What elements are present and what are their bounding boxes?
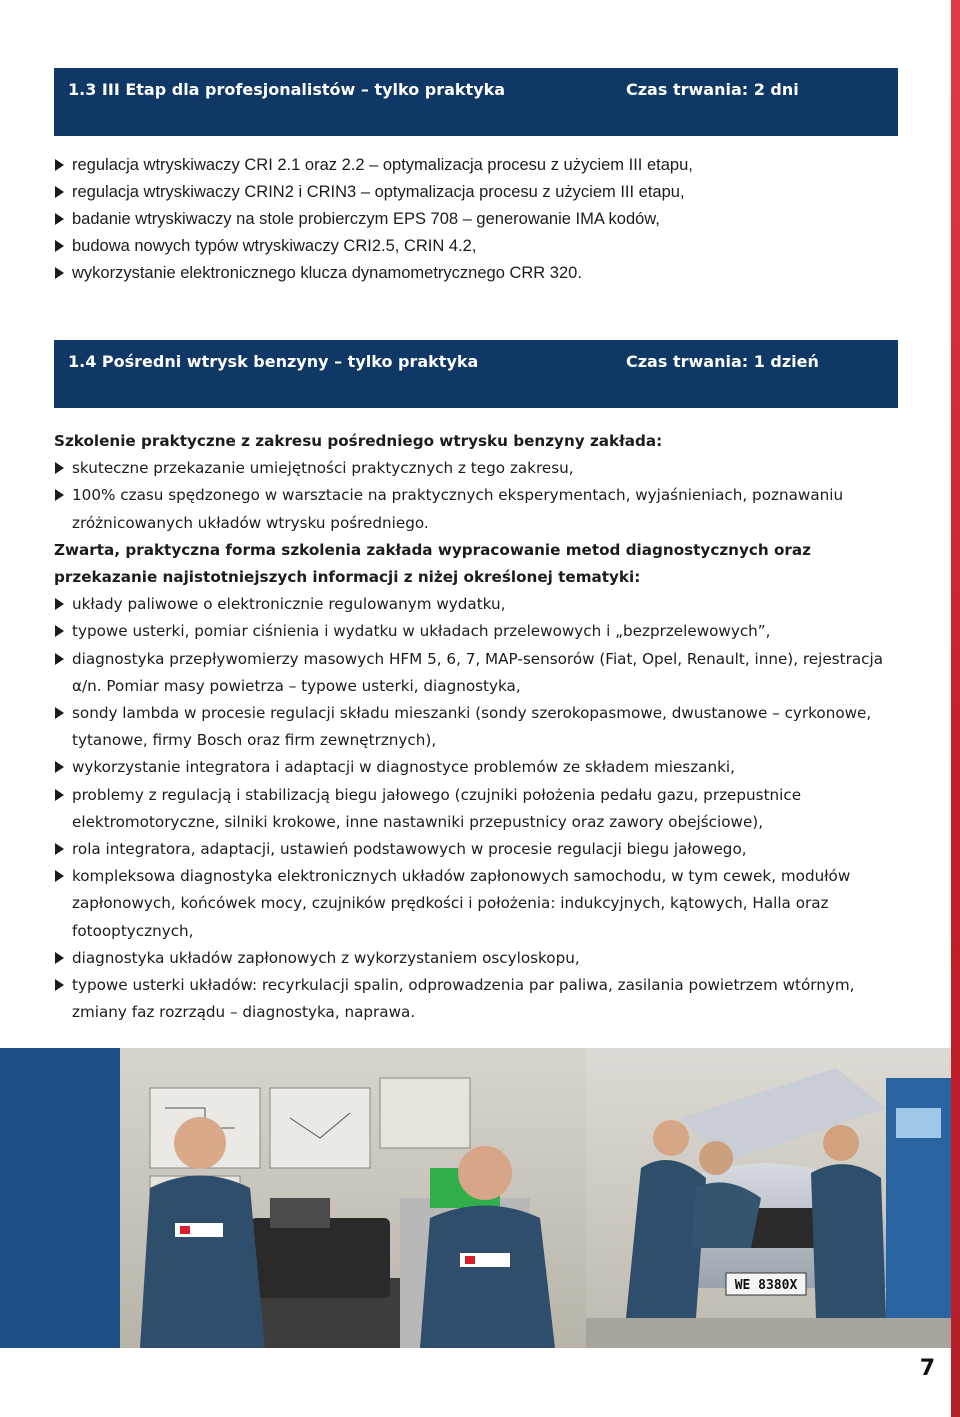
- section-title: 1.3 III Etap dla profesjonalistów – tylko praktyka: [68, 80, 506, 99]
- list-item: typowe usterki układów: recyrkulacji spalin, odprowadzenia par paliwa, zasilania powietrzem wtórnym, zmiany faz rozrządu – diagnostyka, naprawa.: [54, 972, 904, 1026]
- section-duration: Czas trwania: 1 dzień: [626, 352, 819, 371]
- list-item: sondy lambda w procesie regulacji składu mieszanki (sondy szerokopasmowe, dwustanowe – cyrkonowe, tytanowe, firmy Bosch oraz firm zewnętrznych),: [54, 700, 904, 754]
- list-item: diagnostyka przepływomierzy masowych HFM 5, 6, 7, MAP-sensorów (Fiat, Opel, Renault, inne), rejestracja α/n. Pomiar masy powietrza – typowe usterki, diagnostyka,: [54, 646, 904, 700]
- topics-list: [54, 591, 904, 1026]
- section-header-1-4: [54, 340, 898, 408]
- intro-heading: Szkolenie praktyczne z zakresu pośredniego wtrysku benzyny zakłada:: [54, 432, 663, 450]
- list-item: diagnostyka układów zapłonowych z wykorzystaniem oscyloskopu,: [54, 945, 904, 972]
- list-item: typowe usterki, pomiar ciśnienia i wydatku w układach przelewowych i „bezprzelewowych”,: [54, 618, 904, 645]
- list-item: badanie wtryskiwaczy na stole probierczym EPS 708 – generowanie IMA kodów,: [54, 206, 904, 233]
- intro-list: [54, 455, 904, 537]
- photo-strip: [0, 1048, 951, 1348]
- list-item: wykorzystanie integratora i adaptacji w diagnostyce problemów ze składem mieszanki,: [54, 754, 904, 781]
- section-title: 1.4 Pośredni wtrysk benzyny – tylko praktyka: [68, 352, 479, 371]
- topics-heading: Zwarta, praktyczna forma szkolenia zakłada wypracowanie metod diagnostycznych oraz przekazanie najistotniejszych informacji z niżej określonej tematyki:: [54, 540, 812, 587]
- section-duration: Czas trwania: 2 dni: [626, 80, 799, 99]
- list-item: regulacja wtryskiwaczy CRIN2 i CRIN3 – optymalizacja procesu z użyciem III etapu,: [54, 179, 904, 206]
- list-item: problemy z regulacją i stabilizacją biegu jałowego (czujniki położenia pedału gazu, przepustnice elektromotoryczne, silniki krokowe, inne nastawniki przepustnicy oraz zawory obejściowe),: [54, 782, 904, 836]
- page-edge-stripe: [951, 0, 960, 1417]
- list-item: regulacja wtryskiwaczy CRI 2.1 oraz 2.2 – optymalizacja procesu z użyciem III etapu,: [54, 152, 904, 179]
- car-diagnostics-illustration: [586, 1048, 951, 1348]
- list-item: 100% czasu spędzonego w warsztacie na praktycznych eksperymentach, wyjaśnieniach, poznawaniu zróżnicowanych układów wtrysku pośredniego.: [54, 482, 904, 536]
- car-diagnostics-photo: [586, 1048, 951, 1348]
- license-plate: WE 8380X: [734, 1278, 798, 1293]
- section-header-1-3: [54, 68, 898, 136]
- section-1-4-body: [54, 428, 904, 1026]
- section-1-3-list: [54, 152, 904, 287]
- list-item: kompleksowa diagnostyka elektronicznych układów zapłonowych samochodu, w tym cewek, modułów zapłonowych, końcówek mocy, czujników prędkości i położenia: indukcyjnych, kątowych, Halla oraz fotooptycznych,: [54, 863, 904, 945]
- list-item: wykorzystanie elektronicznego klucza dynamometrycznego CRR 320.: [54, 260, 904, 287]
- list-item: budowa nowych typów wtryskiwaczy CRI2.5, CRIN 4.2,: [54, 233, 904, 260]
- list-item: rola integratora, adaptacji, ustawień podstawowych w procesie regulacji biegu jałowego,: [54, 836, 904, 863]
- list-item: układy paliwowe o elektronicznie regulowanym wydatku,: [54, 591, 904, 618]
- workshop-engine-illustration: [0, 1048, 586, 1348]
- page-number: 7: [919, 1356, 935, 1381]
- list-item: skuteczne przekazanie umiejętności praktycznych z tego zakresu,: [54, 455, 904, 482]
- workshop-engine-photo: [0, 1048, 586, 1348]
